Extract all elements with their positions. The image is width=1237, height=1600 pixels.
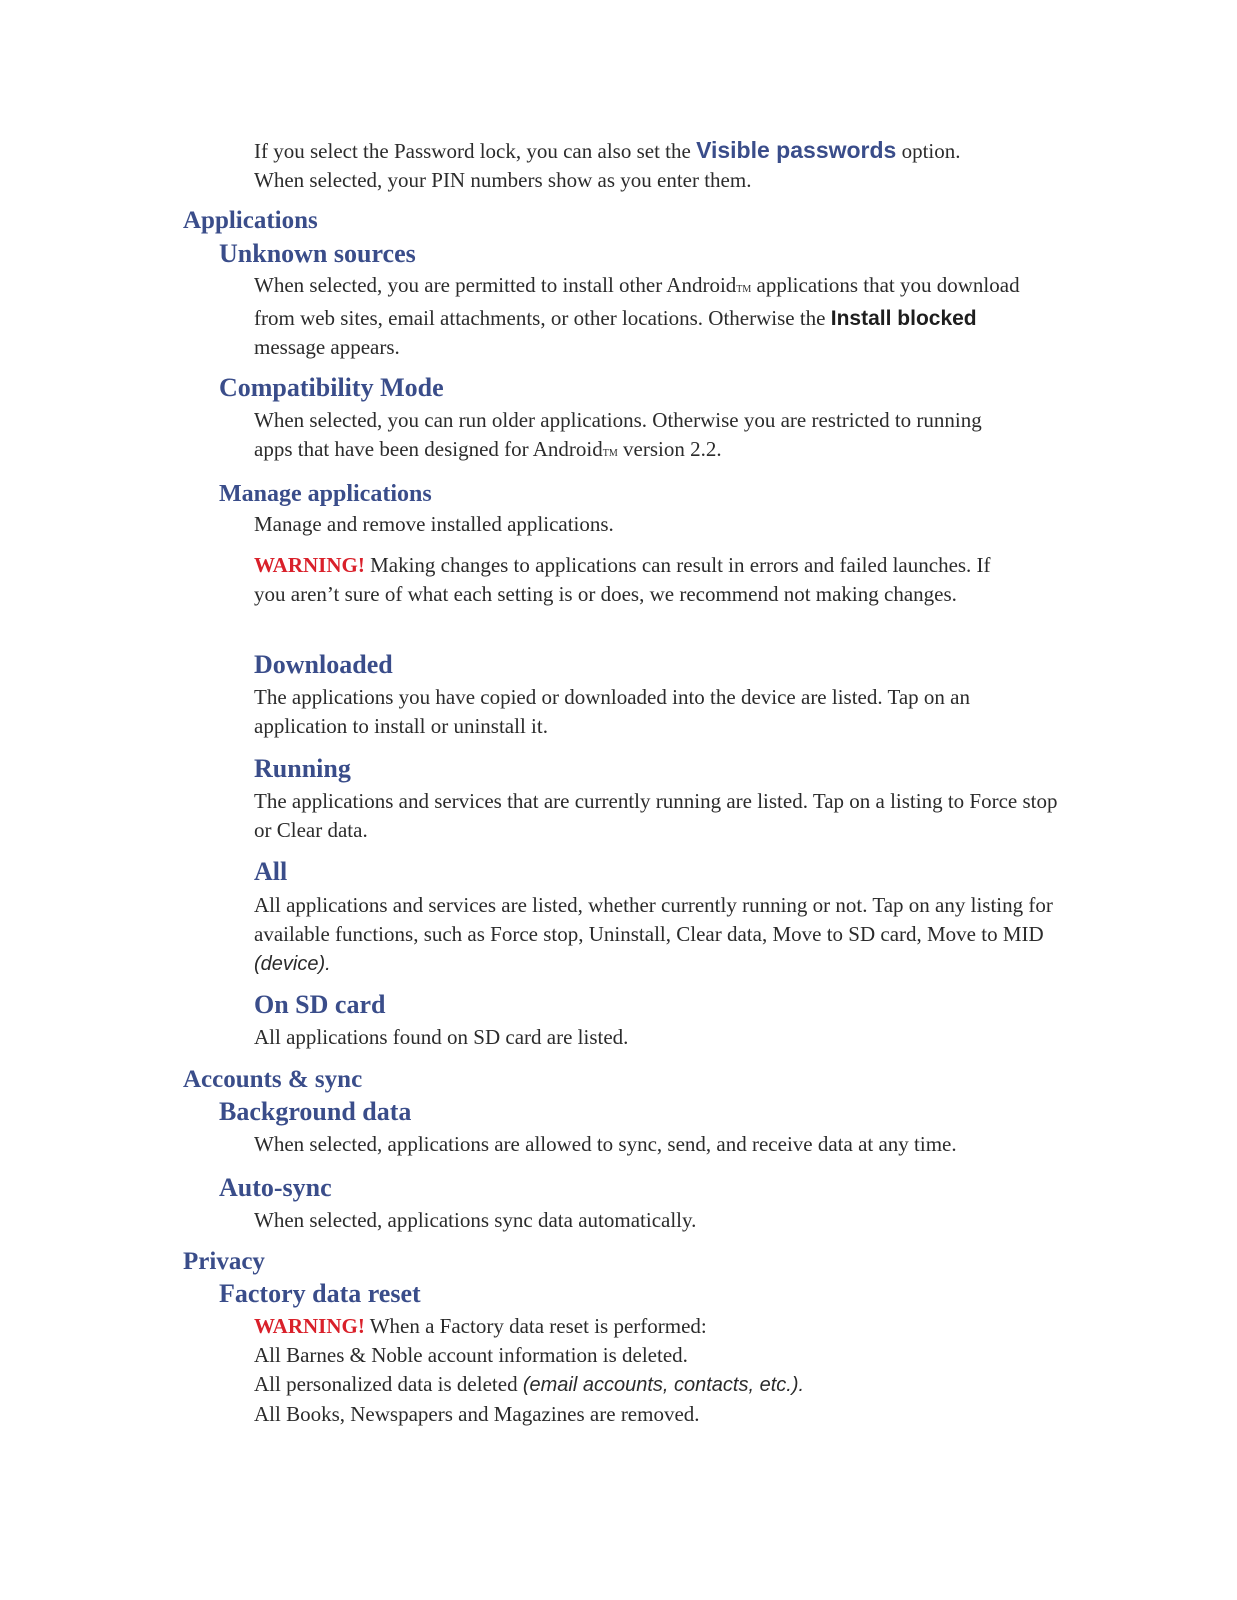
auto-sync-text: When selected, applications sync data automatically. bbox=[254, 1208, 697, 1232]
section-heading-privacy: Privacy bbox=[183, 1248, 265, 1275]
compatibility-mode-paragraph bbox=[254, 406, 1024, 468]
downloaded-text: The applications you have copied or downloaded into the device are listed. Tap on an application to install or uninstall it. bbox=[254, 685, 970, 738]
section-heading-applications: Applications bbox=[183, 207, 318, 234]
heading-downloaded: Downloaded bbox=[254, 650, 393, 679]
manage-warning-paragraph bbox=[254, 551, 1014, 609]
heading-running: Running bbox=[254, 754, 351, 783]
device-italic: (device). bbox=[254, 953, 331, 975]
background-data-text: When selected, applications are allowed to sync, send, and receive data at any time. bbox=[254, 1132, 957, 1156]
warning-text: When a Factory data reset is performed: bbox=[364, 1314, 707, 1338]
heading-all: All bbox=[254, 857, 288, 886]
trademark-mark: TM bbox=[602, 448, 618, 459]
heading-factory-data-reset: Factory data reset bbox=[219, 1279, 421, 1308]
unknown-sources-text: When selected, you are permitted to install other Android bbox=[254, 273, 737, 297]
manage-applications-text: Manage and remove installed applications. bbox=[254, 512, 614, 536]
running-text: The applications and services that are currently running are listed. Tap on a listing to Force stop or Clear data. bbox=[254, 789, 1058, 842]
trademark-mark: TM bbox=[736, 284, 752, 295]
intro-line-2: When selected, your PIN numbers show as you enter them. bbox=[254, 168, 752, 192]
unknown-sources-text-2: applications that you download from web sites, email attachments, or other locations. Otherwise the bbox=[254, 273, 1020, 330]
factory-reset-line-2: All Barnes & Noble account information is deleted. bbox=[254, 1343, 688, 1367]
warning-label: WARNING! bbox=[254, 1314, 365, 1338]
visible-passwords-paragraph bbox=[254, 136, 1084, 195]
heading-on-sd-card: On SD card bbox=[254, 990, 386, 1019]
all-paragraph bbox=[254, 891, 1069, 979]
intro-text: If you select the Password lock, you can also set the bbox=[254, 139, 697, 163]
intro-text-end: option. bbox=[896, 139, 961, 163]
on-sd-card-text: All applications found on SD card are listed. bbox=[254, 1025, 629, 1049]
compatibility-mode-text: When selected, you can run older applications. Otherwise you are restricted to running apps that have been designed for Android bbox=[254, 408, 982, 461]
personalized-data-italic: (email accounts, contacts, etc.). bbox=[522, 1374, 805, 1396]
install-blocked-term: Install blocked bbox=[830, 307, 977, 330]
factory-reset-line-3: All personalized data is deleted bbox=[254, 1372, 523, 1396]
section-heading-accounts-sync: Accounts & sync bbox=[183, 1066, 363, 1093]
warning-text: Making changes to applications can result in errors and failed launches. If you aren’t sure of what each setting is or does, we recommend not making changes. bbox=[254, 553, 991, 606]
compatibility-mode-text-2: version 2.2. bbox=[617, 437, 722, 461]
factory-reset-line-4: All Books, Newspapers and Magazines are removed. bbox=[254, 1402, 700, 1426]
heading-background-data: Background data bbox=[219, 1097, 412, 1126]
warning-label: WARNING! bbox=[254, 553, 365, 577]
heading-manage-applications: Manage applications bbox=[219, 481, 432, 507]
visible-passwords-term: Visible passwords bbox=[696, 137, 897, 163]
unknown-sources-text-3: message appears. bbox=[254, 335, 400, 359]
heading-compatibility-mode: Compatibility Mode bbox=[219, 373, 444, 402]
unknown-sources-paragraph bbox=[254, 271, 1044, 362]
all-text: All applications and services are listed, whether currently running or not. Tap on any listing for available functions, such as Force stop, Uninstall, Clear data, Move to SD card, Move to MID bbox=[254, 893, 1053, 946]
heading-auto-sync: Auto-sync bbox=[219, 1173, 332, 1202]
heading-unknown-sources: Unknown sources bbox=[219, 239, 416, 268]
factory-reset-paragraph bbox=[254, 1312, 1084, 1429]
